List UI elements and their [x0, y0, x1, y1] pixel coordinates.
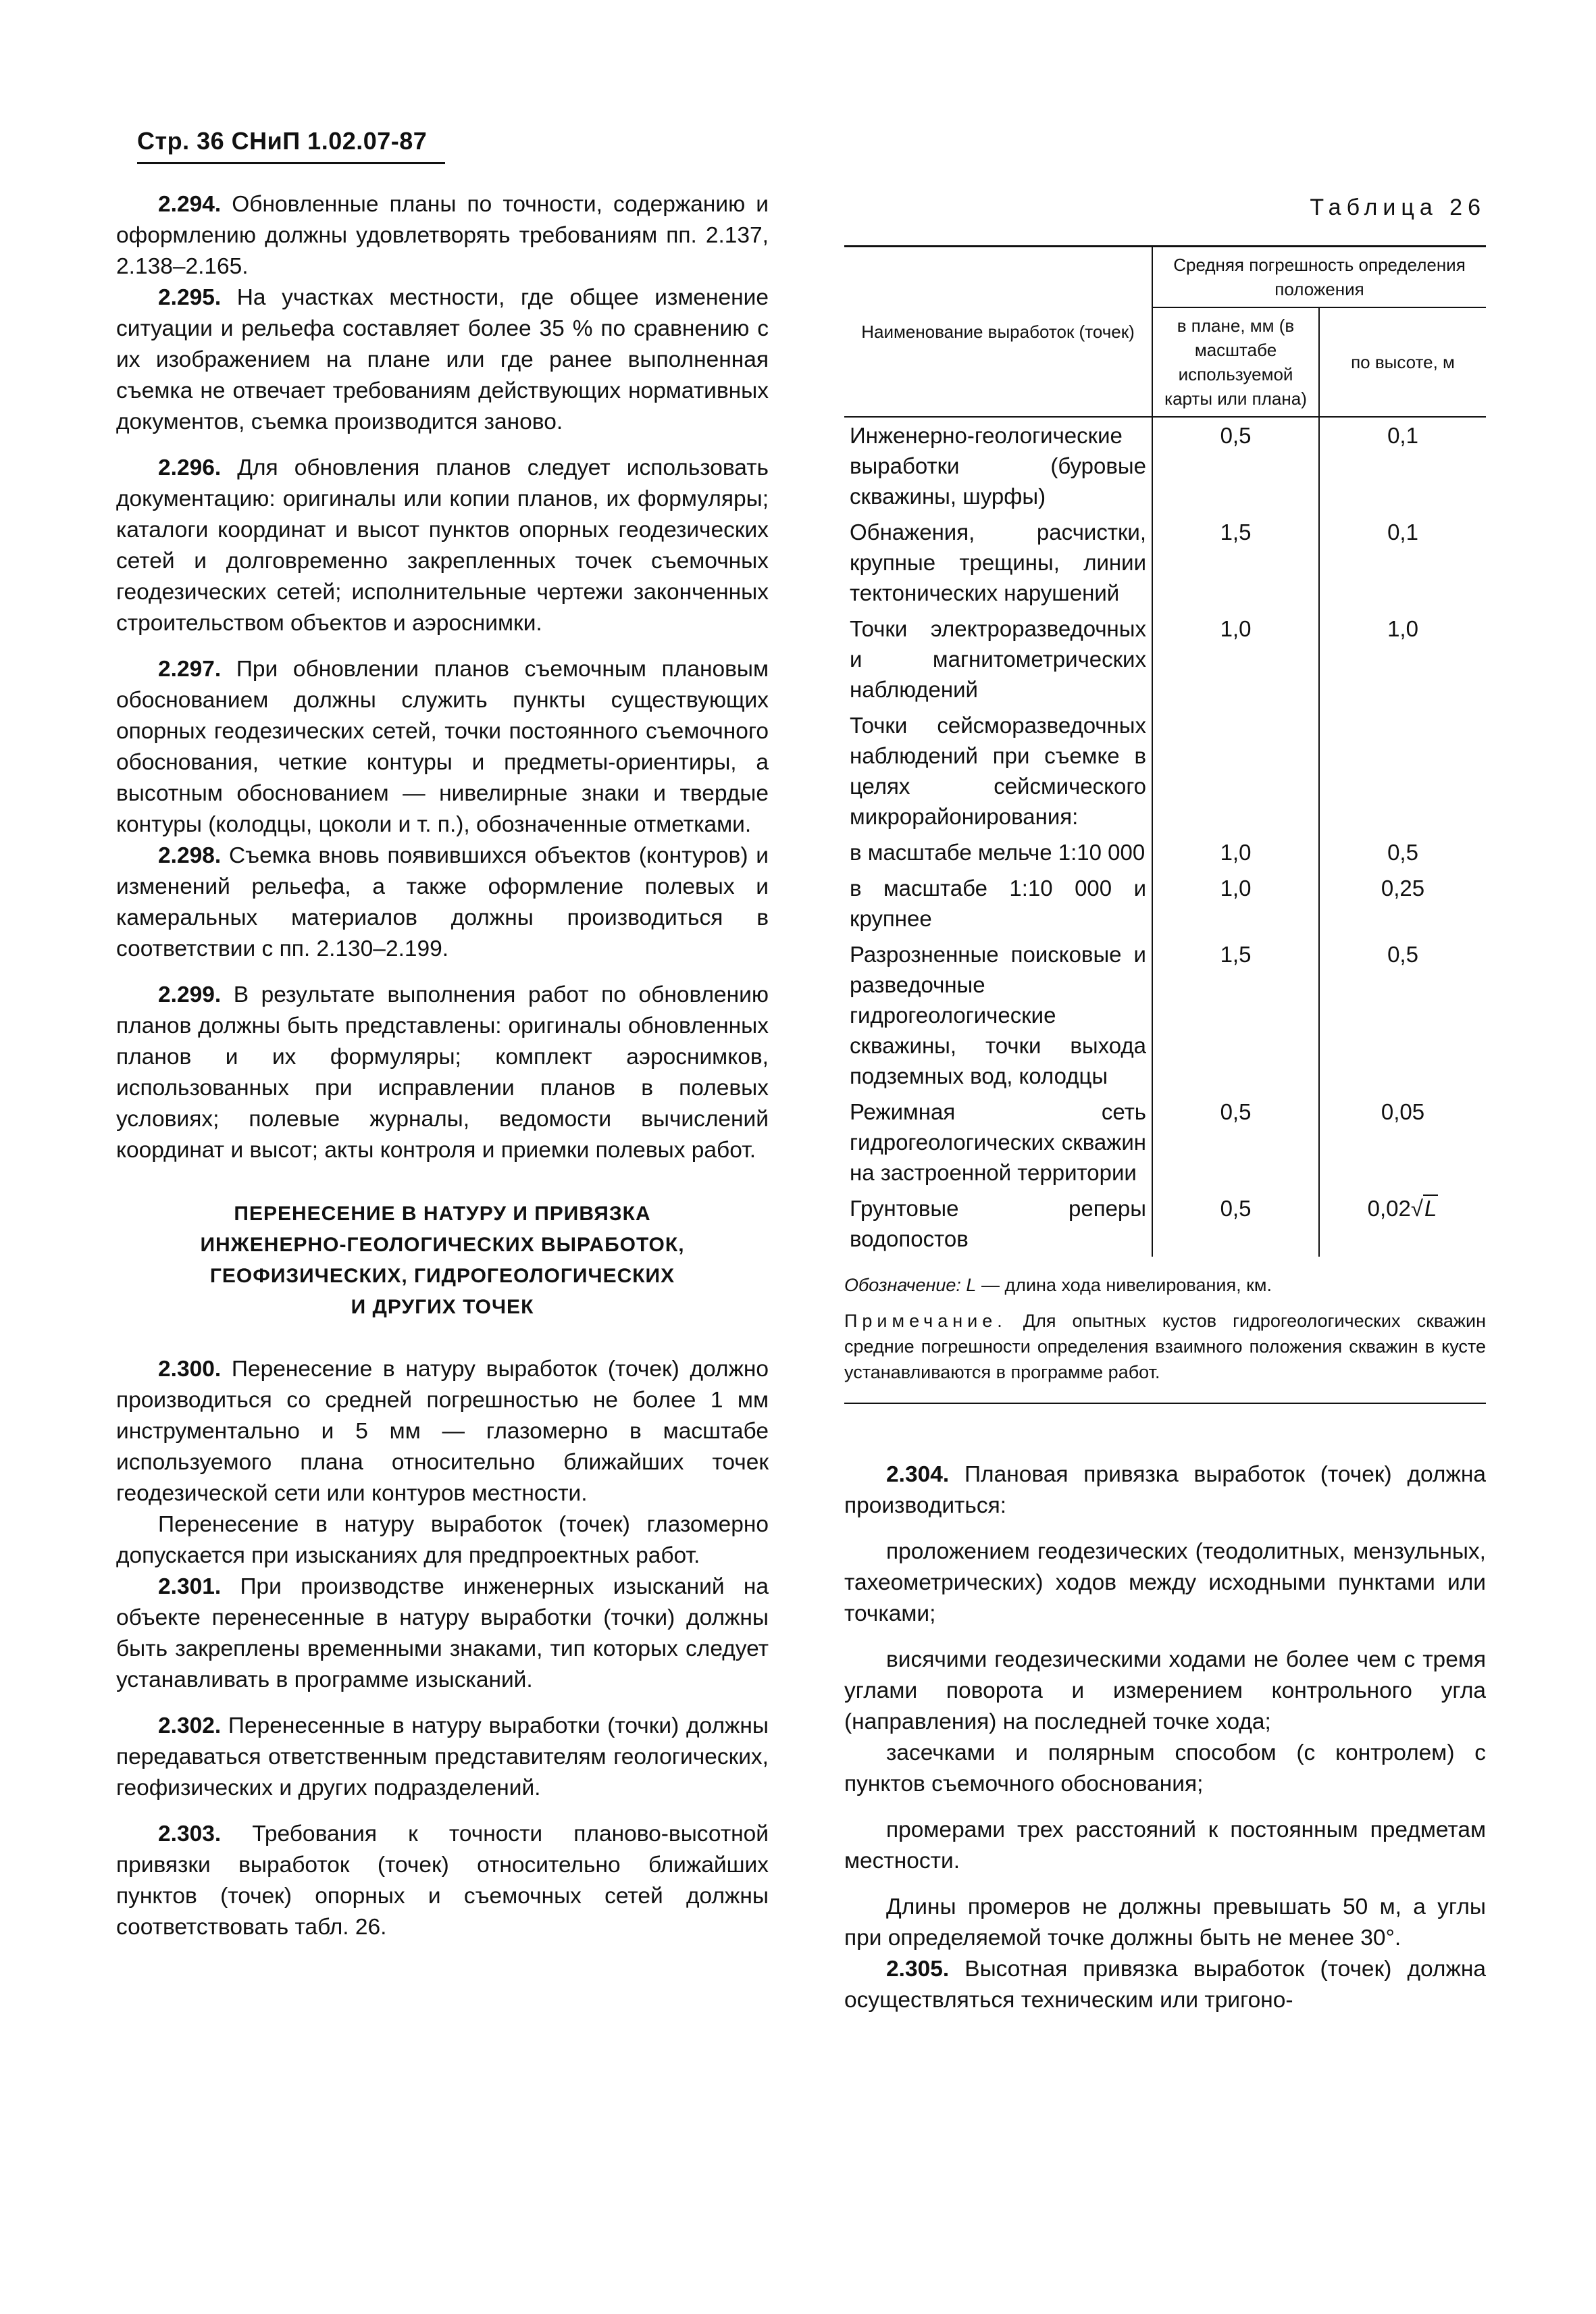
- paragraph-2304-item-2: висячими геодезическими ходами не более чем с тремя углами поворота и измерением контрольного угла (направления) на последней точке хода;: [844, 1647, 1486, 1734]
- paragraph-2302: 2.302. Перенесенные в натуру выработки (точки) должны передаваться ответственным представителям геологических, геофизических и других подразделений.: [116, 1713, 769, 1801]
- sqrt-value: 0,02√L: [1319, 1190, 1486, 1257]
- paragraph-2304: 2.304. Плановая привязка выработок (точек) должна производиться:: [844, 1462, 1487, 1518]
- table-row: в масштабе 1:10 000 и крупнее 1,0 0,25: [844, 870, 1486, 936]
- paragraph-2294: 2.294. Обновленные планы по точности, содержанию и оформлению должны удовлетворять требованиям пп. 2.137, 2.138–2.165.: [116, 192, 769, 279]
- table-header-row: [844, 247, 1486, 308]
- paragraph-2304-item-1: проложением геодезических (теодолитных, мензульных, тахеометрических) ходов между исходными пунктами или точками;: [844, 1539, 1486, 1626]
- header-group: Средняя погрешность определения положения: [1152, 247, 1486, 308]
- table-title: Таблица 26: [1310, 195, 1486, 220]
- table-row: Точки сейсморазведочных наблюдений при съемке в целях сейсмического микрорайонирования:: [844, 707, 1486, 834]
- header-plan: в плане, мм (в масштабе используемой карты или плана): [1152, 307, 1319, 417]
- sqrt-sign: √L: [1410, 1196, 1437, 1221]
- left-column: [116, 189, 769, 1943]
- table-row: Грунтовые реперы водопостов 0,5 0,02√L: [844, 1190, 1486, 1257]
- paragraph-2301: 2.301. При производстве инженерных изысканий на объекте перенесенные в натуру выработки (точки) должны быть закреплены временными знаками, тип которых следует устанавливать в программе изысканий.: [116, 1574, 769, 1692]
- table-note: Примечание. Для опытных кустов гидрогеологических скважин средние погрешности определения взаимного положения скважин в кусте устанавливаются в программе работ.: [844, 1311, 1486, 1382]
- paragraph-2304-item-5: Длины промеров не должны превышать 50 м, а углы при определяемой точке должны быть не менее 30°.: [844, 1894, 1486, 1951]
- paragraph-2300: 2.300. Перенесение в натуру выработок (точек) должно производиться со средней погрешностью не более 1 мм инструментально и 5 мм — глазомерно в масштабе используемого плана относительно ближайших точек геодезической сети или контуров местности.: [116, 1357, 769, 1506]
- paragraph-2298: 2.298. Съемка вновь появившихся объектов (контуров) и изменений рельефа, а также оформление полевых и камеральных материалов должны производиться в соответствии с пп. 2.130–2.199.: [116, 843, 769, 961]
- table-row: Обнажения, расчистки, крупные трещины, линии тектонических нарушений 1,5 0,1: [844, 514, 1486, 611]
- paragraph-2295: 2.295. На участках местности, где общее изменение ситуации и рельефа составляет более 35 % по сравнению с их изображением на плане или где ранее выполненная съемка не отвечает требованиям действующих нормативных документов, съемка производится заново.: [116, 285, 769, 434]
- table-row: Инженерно-геологические выработки (буровые скважины, шурфы) 0,5 0,1: [844, 417, 1486, 514]
- paragraph-2297: 2.297. При обновлении планов съемочным плановым обоснованием должны служить пункты существующих опорных геодезических сетей, точки постоянного съемочного обоснования, четкие контуры и предметы-ориентиры, а высотным обоснованием — нивелирные знаки и твердые контуры (колодцы, цоколи и т. п.), обозначенные отметками.: [116, 657, 769, 837]
- table-26: [844, 245, 1486, 1257]
- table-row: Точки электроразведочных и магнитометрических наблюдений 1,0 1,0: [844, 611, 1486, 707]
- paragraph-2305: 2.305. Высотная привязка выработок (точек) должна осуществляться техническим или тригоно-: [844, 1957, 1486, 2013]
- paragraph-2303: 2.303. Требования к точности планово-высотной привязки выработок (точек) относительно ближайших пунктов (точек) опорных и съемочных сетей должны соответствовать табл. 26.: [116, 1821, 769, 1940]
- table-bottom-rule: [844, 1403, 1486, 1404]
- paragraph-2296: 2.296. Для обновления планов следует использовать документацию: оригиналы или копии планов, их формуляры; каталоги координат и высот пунктов опорных геодезических сетей и долговременно закрепленных точек съемочных геодезических сетей; исполнительные чертежи законченных строительством объектов и аэроснимки.: [116, 455, 769, 636]
- table-designation: Обозначение: L — длина хода нивелирования, км.: [844, 1275, 1272, 1295]
- table-row: в масштабе мельче 1:10 000 1,0 0,5: [844, 834, 1486, 870]
- header-height: по высоте, м: [1319, 307, 1486, 417]
- right-column: [844, 189, 1486, 2016]
- table-row: Режимная сеть гидрогеологических скважин на застроенной территории 0,5 0,05: [844, 1094, 1486, 1190]
- table-row: Разрозненные поисковые и разведочные гидрогеологические скважины, точки выхода подземных вод, колодцы 1,5 0,5: [844, 936, 1486, 1094]
- paragraph-2299: 2.299. В результате выполнения работ по обновлению планов должны быть представлены: оригиналы обновленных планов и их формуляры; комплект аэроснимков, использованных при исправлении планов в полевых условиях; полевые журналы, ведомости вычислений координат и высот; акты контроля и приемки полевых работ.: [116, 982, 769, 1163]
- paragraph-2300-continued: Перенесение в натуру выработок (точек) глазомерно допускается при изысканиях для предпроектных работ.: [116, 1512, 769, 1568]
- paragraph-2304-item-4: промерами трех расстояний к постоянным предметам местности.: [844, 1817, 1486, 1873]
- paragraph-2304-item-3: засечками и полярным способом (с контролем) с пунктов съемочного обоснования;: [844, 1740, 1486, 1796]
- header-name: Наименование выработок (точек): [844, 247, 1152, 418]
- section-title: ПЕРЕНЕСЕНИЕ В НАТУРУ И ПРИВЯЗКА ИНЖЕНЕРНО-ГЕОЛОГИЧЕСКИХ ВЫРАБОТОК, ГЕОФИЗИЧЕСКИХ, ГИДРОГЕОЛОГИЧЕСКИХ И ДРУГИХ ТОЧЕК: [200, 1203, 685, 1318]
- page-header: Стр. 36 СНиП 1.02.07-87: [137, 127, 428, 155]
- header-underline: [137, 162, 445, 164]
